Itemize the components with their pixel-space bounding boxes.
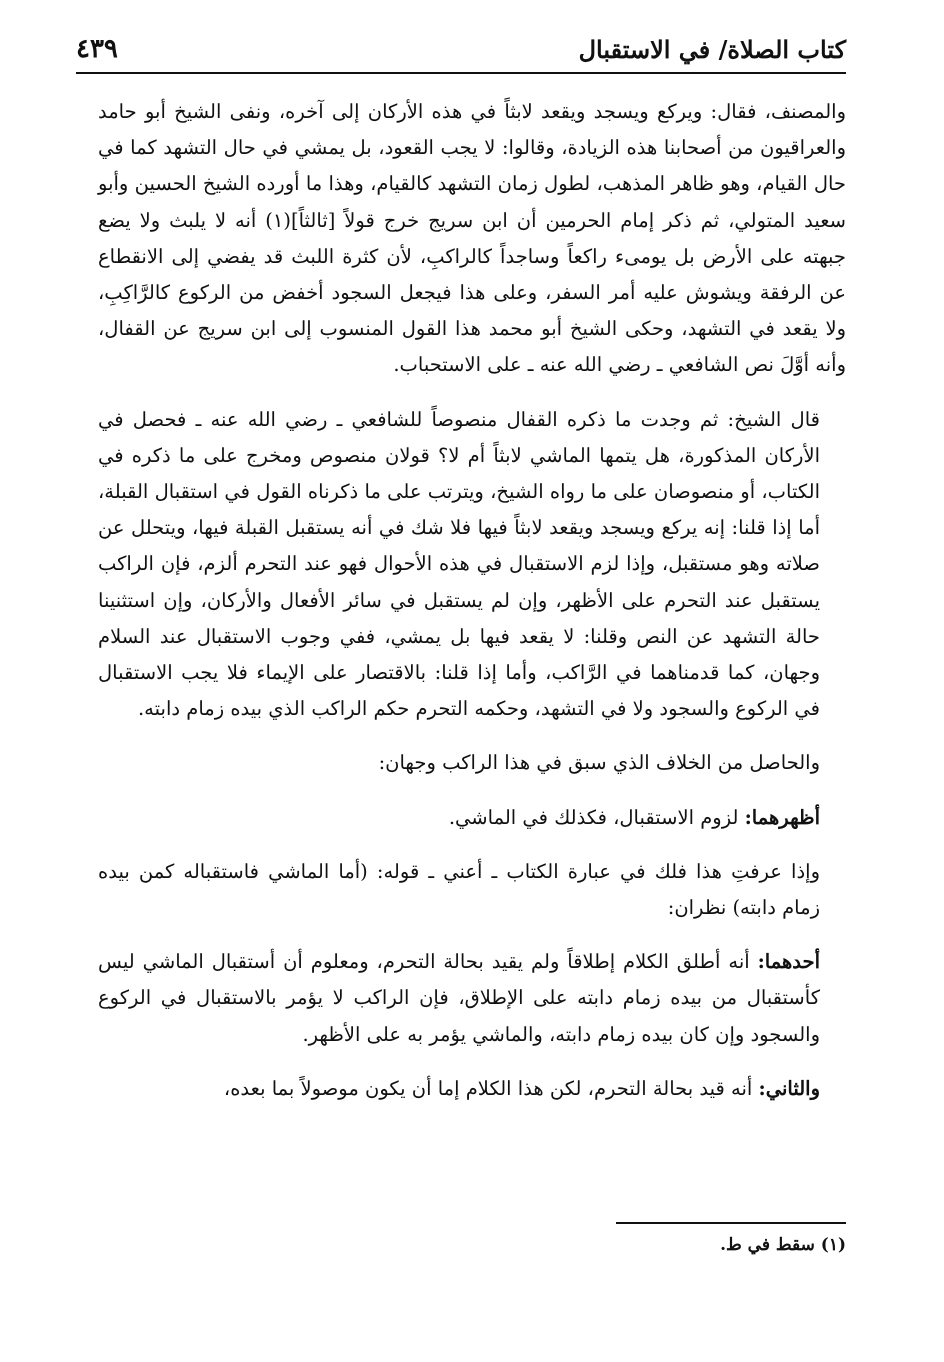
paragraph-3 [98,745,846,781]
paragraph-1 [98,94,846,384]
paragraph-5 [98,854,846,926]
paragraph-text: لزوم الاستقبال، فكذلك في الماشي. [448,805,745,829]
paragraph-4 [98,800,846,836]
paragraph-2 [98,402,846,728]
paragraph-text: أنه قيد بحالة التحرم، لكن هذا الكلام إما أن يكون موصولاً بما بعده، [223,1076,759,1100]
paragraph-text: قال الشيخ: ثم وجدت ما ذكره القفال منصوصاً للشافعي ـ رضي الله عنه ـ فحصل في الأركان المذكورة، هل يتمها الماشي لابثاً أم لا؟ قولان منصوص ومخرج على ما ذكره في الكتاب، أو منصوصان على ما رواه الشيخ، ويترتب على ما ذكرناه القول في استقبال القبلة، أما إذا قلنا: إنه يركع ويسجد ويقعد لابثاً فيها فلا شك في أنه يستقبل القبلة فيها، ويتحلل عن صلاته وهو مستقبل، وإذا لزم الاستقبال في هذه الأحوال فهو عند التحرم ألزم، فإن الراكب يستقبل عند التحرم على الأظهر، وإن لم يستقبل في سائر الأفعال والأركان، وإن استثنينا حالة التشهد عن النص وقلنا: لا يقعد فيها بل يمشي، ففي وجوب الاستقبال عند السلام وجهان، كما قدمناهما في الرَّاكب، وأما إذا قلنا: بالاقتصار على الإيماء فلا يجب الاستقبال في الركوع والسجود ولا في التشهد، وحكمه التحرم حكم الراكب الذي بيده زمام دابته. [98,407,821,721]
paragraph-text: أنه أطلق الكلام إطلاقاً ولم يقيد بحالة التحرم، ومعلوم أن أستقبال الماشي ليس كأستقبال من بيده زمام دابته على الإطلاق، فإن الراكب لا يؤمر بالاستقبال في الركوع والسجود وإن كان بيده زمام دابته، والماشي يؤمر به على الأظهر. [98,950,820,1046]
footnote: (١) سقط في ط. [720,1235,846,1255]
paragraph-text: وإذا عرفتِ هذا فلك في عبارة الكتاب ـ أعني ـ قوله: (أما الماشي فاستقباله كمن بيده زمام دابته) نظران: [98,859,820,920]
running-title: كتاب الصلاة/ في الاستقبال [578,34,846,64]
main-text [98,94,846,1125]
paragraph-lead: أحدهما: [757,950,820,974]
paragraph-7 [98,1071,846,1107]
footnote-separator [616,1222,846,1224]
page-header [76,26,846,74]
paragraph-lead: والثاني: [758,1076,820,1100]
paragraph-lead: أظهرهما: [744,805,820,829]
paragraph-6 [98,944,846,1053]
page-number: ٤٣٩ [76,34,118,64]
paragraph-text: والمصنف، فقال: ويركع ويسجد ويقعد لابثاً في هذه الأركان إلى آخره، ونفى الشيخ أبو حامد والعراقيون من أصحابنا هذه الزيادة، وقالوا: لا يجب القعود، بل يمشي في حال التشهد كما في حال القيام، وهو ظاهر المذهب، لطول زمان التشهد كالقيام، وهذا ما أورده الشيخ الحسين وأبو سعيد المتولي، ثم ذكر إمام الحرمين أن ابن سريج خرج قولاً [ثالثاً](١) أنه لا يلبث ولا يضع جبهته على الأرض بل يومىء راكعاً وساجداً كالراكبِ، لأن كثرة اللبث قد يفضي إلى الانقطاع عن الرفقة ويشوش عليه أمر السفر، وعلى هذا فيجعل السجود أخفض من الركوع كالرَّاكِبِ، ولا يقعد في التشهد، وحكى الشيخ أبو محمد هذا القول المنسوب إلى ابن سريج عن القفال، وأنه أوَّلَ نص الشافعي ـ رضي الله عنه ـ على الاستحباب. [98,100,846,377]
paragraph-text: والحاصل من الخلاف الذي سبق في هذا الراكب وجهان: [378,751,820,775]
